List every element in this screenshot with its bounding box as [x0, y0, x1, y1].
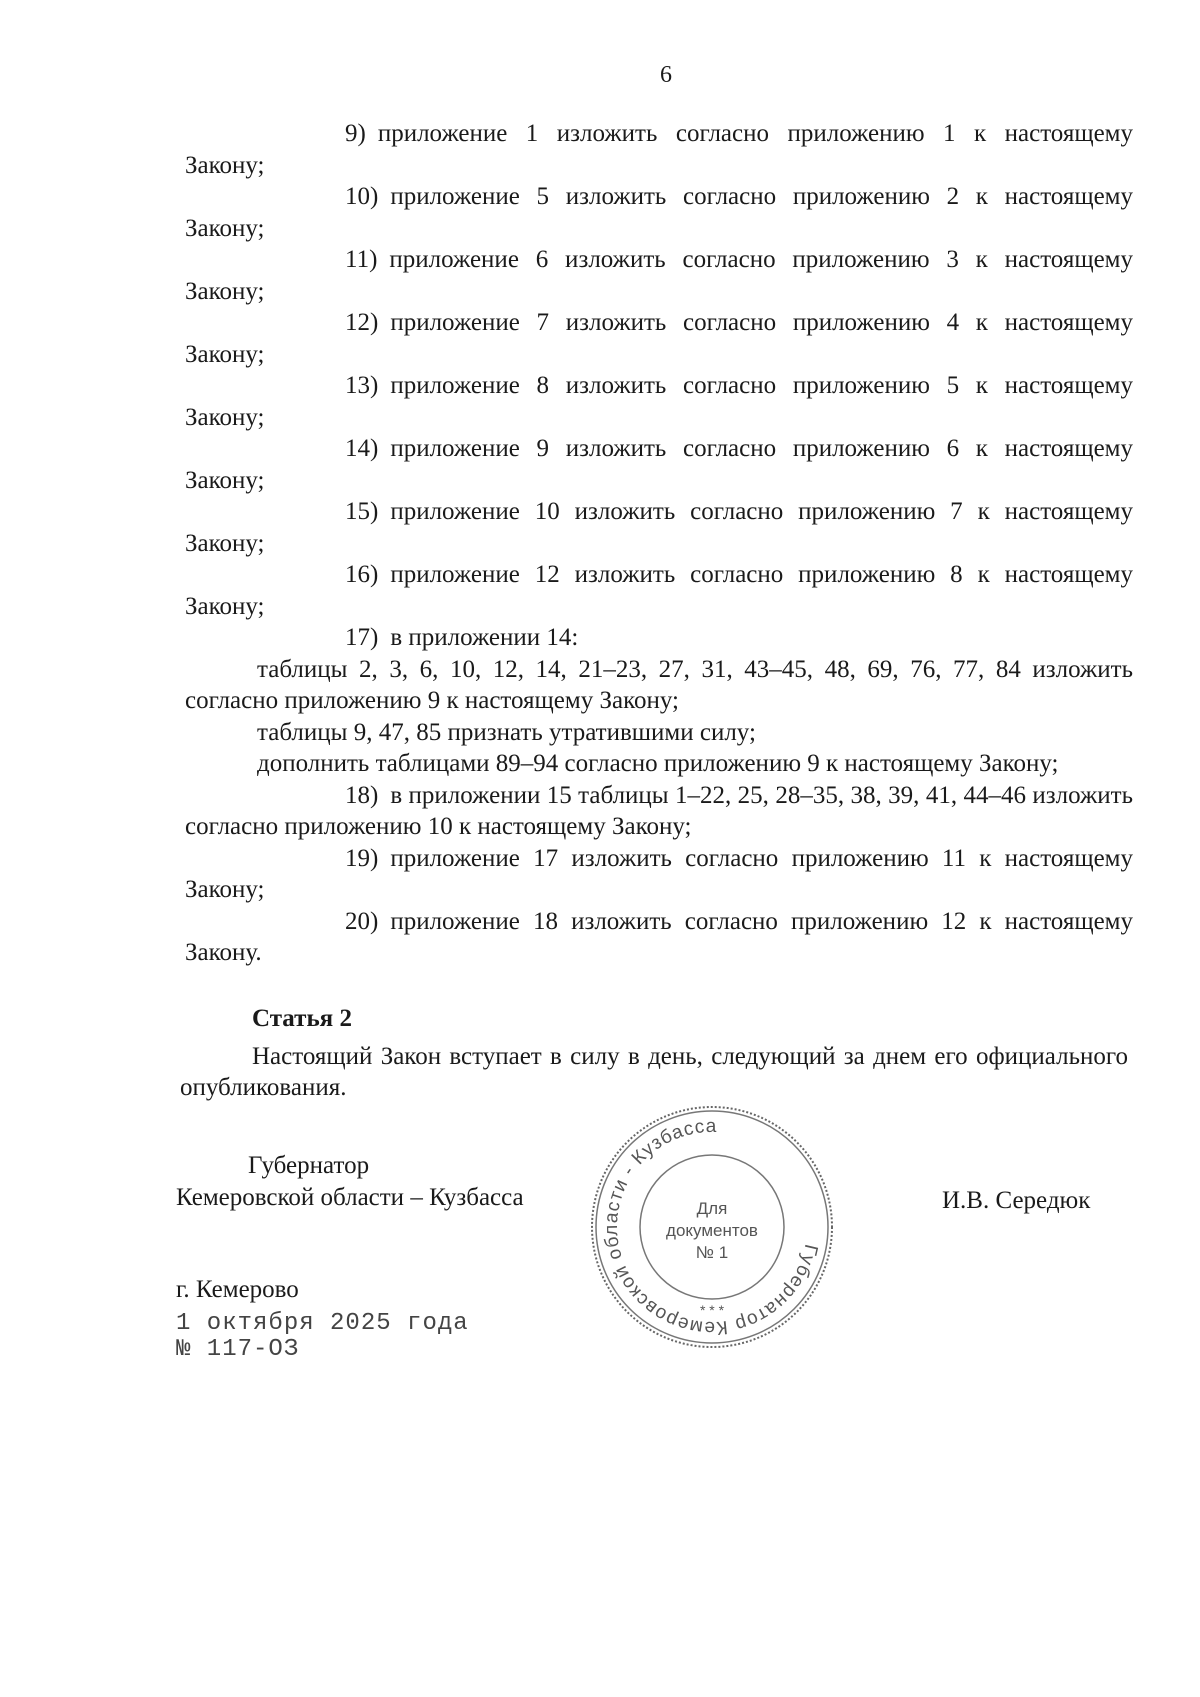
list-item [185, 118, 1133, 181]
item-number: 19) [345, 844, 379, 872]
item-number: 17) [345, 624, 379, 651]
item-text: приложение 6 изложить согласно приложению 3 к настоящему Закону; [185, 246, 1133, 305]
article-text: Настоящий Закон вступает в силу в день, следующий за днем его официального опубликования. [180, 1042, 1128, 1101]
item-text: приложение 18 изложить согласно приложению 12 к настоящему Закону. [185, 907, 1133, 966]
official-seal [587, 1102, 837, 1352]
list-item [185, 370, 1133, 433]
article-2 [180, 1003, 1128, 1104]
signatory-position-line1: Губернатор [248, 1152, 370, 1179]
item-number: 13) [345, 372, 379, 399]
item-number: 12) [345, 309, 379, 336]
signatory-position-line2: Кемеровской области – Кузбасса [176, 1184, 524, 1211]
article-title: Статья 2 [252, 1005, 352, 1032]
signatory-name: И.В. Середюк [942, 1187, 1091, 1214]
item-text: приложение 5 изложить согласно приложению 2 к настоящему Закону; [185, 183, 1133, 242]
seal-center-line1: Для [696, 1199, 728, 1218]
list-item [185, 433, 1133, 496]
sub-item: таблицы 9, 47, 85 признать утратившими силу; [257, 718, 756, 746]
item-text: в приложении 15 таблицы 1–22, 25, 28–35, 38, 39, 41, 44–46 изложить согласно приложению 10 к настоящему Закону; [185, 781, 1133, 840]
list-item [185, 496, 1133, 559]
item-text: приложение 9 изложить согласно приложению 6 к настоящему Закону; [185, 435, 1133, 494]
item-number: 11) [345, 246, 378, 273]
list-item [185, 843, 1133, 906]
seal-center-line3: № 1 [695, 1243, 729, 1262]
item-number: 9) [345, 120, 366, 147]
page-number: 6 [660, 62, 672, 88]
item-number: 16) [345, 561, 379, 588]
item-number: 14) [345, 435, 379, 462]
item-text: приложение 17 изложить согласно приложению 11 к настоящему Закону; [185, 844, 1133, 903]
list-item [185, 622, 1133, 654]
list-item [185, 780, 1133, 843]
item-number: 15) [345, 498, 379, 525]
item-number: 20) [345, 907, 379, 935]
list-item [185, 906, 1133, 969]
document-number: № 117-ОЗ [176, 1336, 300, 1363]
item-text: приложение 8 изложить согласно приложению 5 к настоящему Закону; [185, 372, 1133, 431]
item-text: приложение 10 изложить согласно приложению 7 к настоящему Закону; [185, 498, 1133, 557]
seal-ring-text: Губернатор Кемеровской области - Кузбасса [600, 1115, 822, 1339]
list-item [185, 244, 1133, 307]
amendment-list [185, 118, 1133, 969]
document-date: 1 октября 2025 года [176, 1310, 469, 1337]
item-number: 18) [345, 781, 379, 809]
item-number: 10) [345, 183, 379, 210]
place-of-signing: г. Кемерово [176, 1276, 299, 1303]
list-item [185, 559, 1133, 622]
sub-item: таблицы 2, 3, 6, 10, 12, 14, 21–23, 27, 31, 43–45, 48, 69, 76, 77, 84 изложить согласно приложению 9 к настоящему Закону; [185, 655, 1133, 714]
seal-center-line2: документов [666, 1221, 758, 1240]
item-text: приложение 12 изложить согласно приложению 8 к настоящему Закону; [185, 561, 1133, 620]
list-item [185, 181, 1133, 244]
item-text: приложение 1 изложить согласно приложению 1 к настоящему Закону; [185, 120, 1133, 179]
list-item [185, 307, 1133, 370]
seal-stars: * * * [699, 1302, 725, 1318]
sub-item: дополнить таблицами 89–94 согласно приложению 9 к настоящему Закону; [257, 750, 1059, 777]
item-text: в приложении 14: [390, 624, 579, 651]
item-text: приложение 7 изложить согласно приложению 4 к настоящему Закону; [185, 309, 1133, 368]
